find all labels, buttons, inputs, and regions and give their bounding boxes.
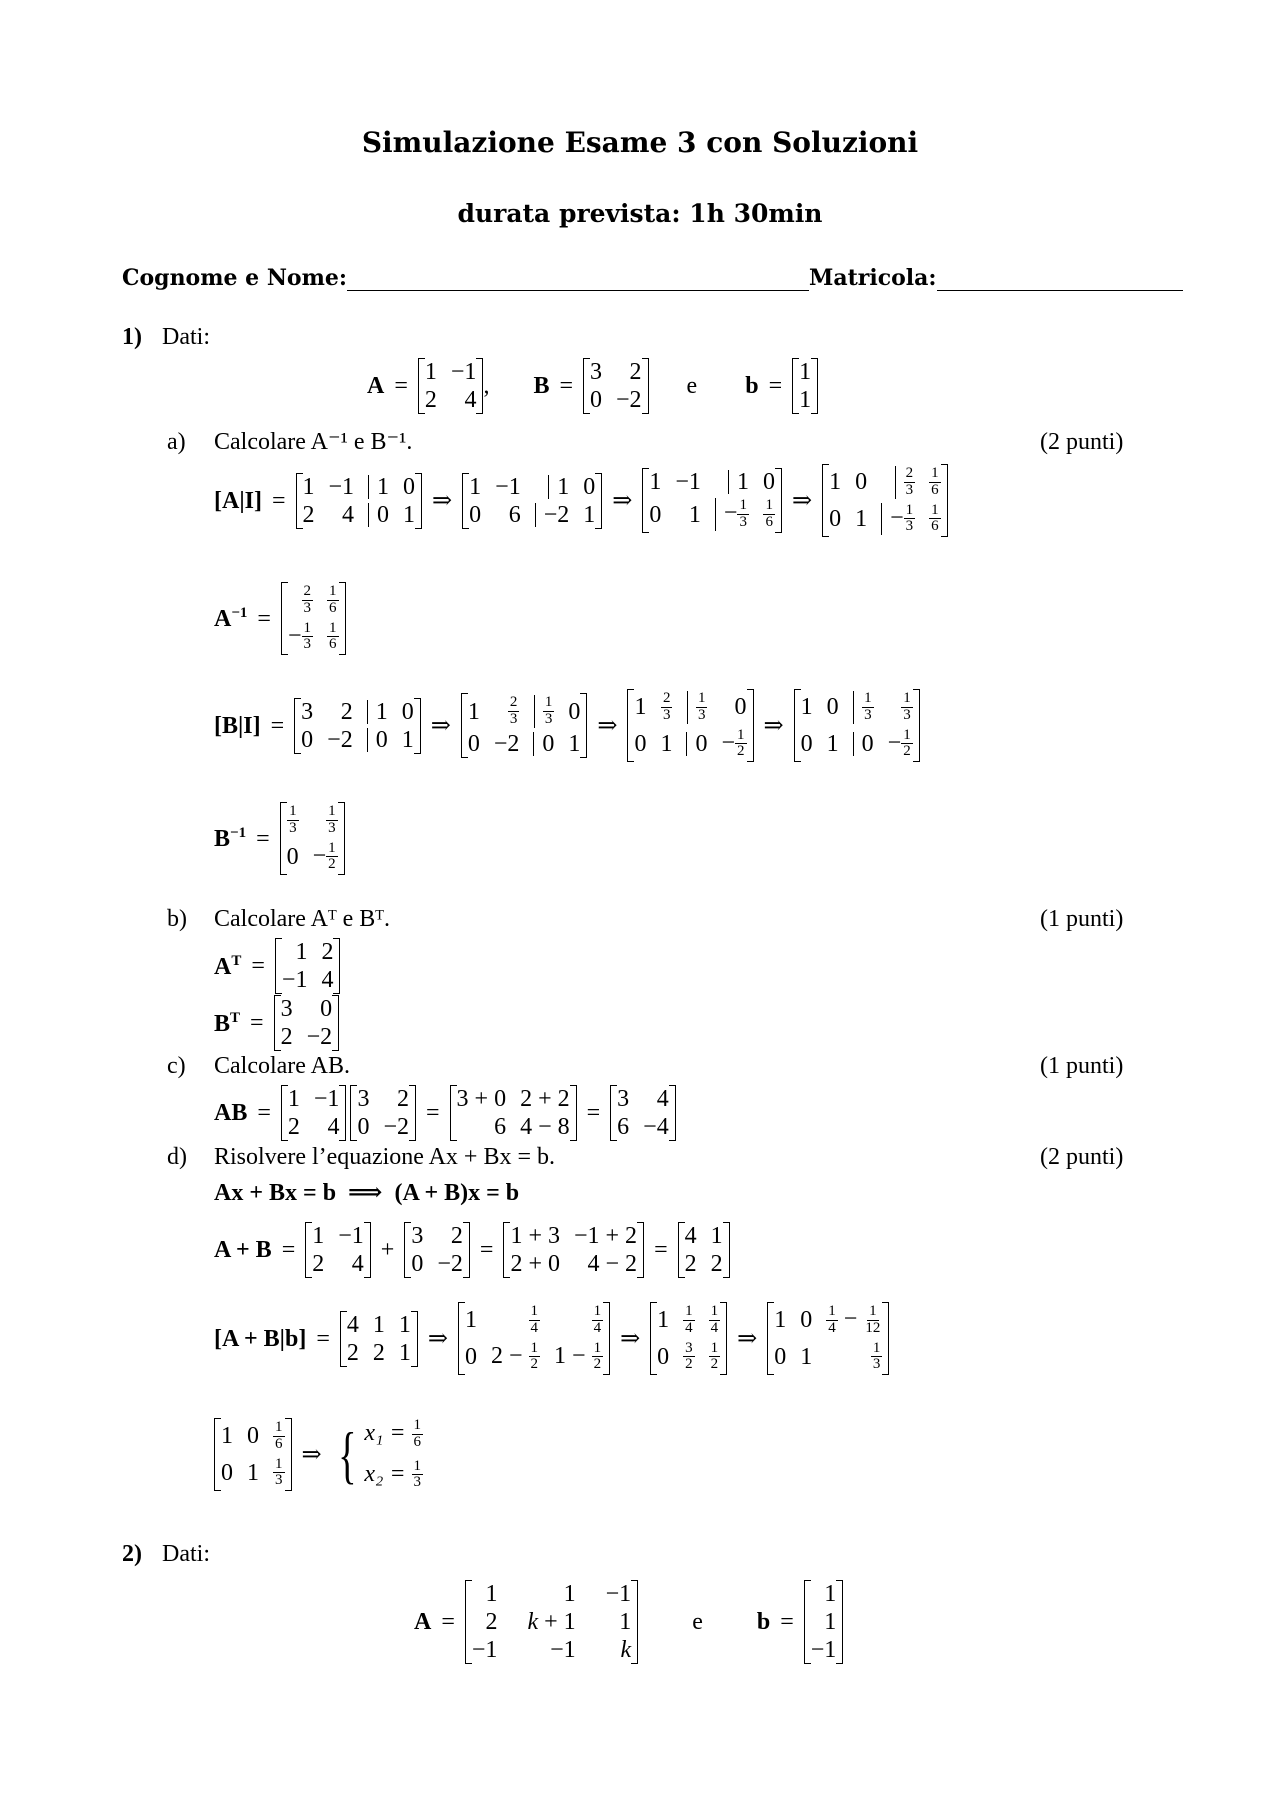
name-label: Cognome e Nome: <box>122 265 348 291</box>
id-label: Matricola: <box>809 265 937 291</box>
q1d-solution: 1 0 $\frac{1}{6}$ 0 1 $\frac{1}{3}$ ⇒ { x₁ = $\frac{1}{6}$ x₂ = $\frac{1}{3}$ <box>214 1418 423 1491</box>
q1-dati: Dati: <box>162 324 210 350</box>
q1-header <box>122 325 210 349</box>
ai-reduction: [A|I] = 1 −1 1 0 2 4 0 1 ⇒ 1 −1 1 0 0 6 −2 1 ⇒ 1 −1 1 0 0 1 − $\frac{1}{3}$ $\frac{1}{6}$ ⇒ 1 0 $\frac{2}{3}$ $\frac{1}{6}$ 0 1 − $\frac{1}{3}$ $\frac{1}{6}$ <box>214 464 948 537</box>
b-inverse: $B^{-1}$ = $\frac{1}{3}$ $\frac{1}{3}$ 0 − $\frac{1}{2}$ <box>214 802 345 875</box>
x1-label: x₁ = <box>364 1419 412 1446</box>
q1d-points: (2 punti) <box>1040 1144 1124 1170</box>
ab-product: AB = 1 −1 2 4 3 2 0 −2 = 3 + 0 2 + 2 6 4 − 8 = 3 4 6 −4 <box>214 1085 676 1141</box>
a-inverse: $A^{-1}$ = $\frac{2}{3}$ $\frac{1}{6}$ − $\frac{1}{3}$ $\frac{1}{6}$ <box>214 582 346 655</box>
q1a-text: Calcolare A⁻¹ e B⁻¹. <box>214 429 413 455</box>
q1a-label: a) <box>167 429 186 455</box>
q1d-text: Risolvere l’equazione Ax + Bx = b. <box>214 1144 556 1170</box>
q1a-points: (2 punti) <box>1040 429 1124 455</box>
q1b-text: Calcolare Aᵀ e Bᵀ. <box>214 906 391 932</box>
system-brace: { <box>337 1418 357 1490</box>
q2-header <box>122 1542 210 1566</box>
page-subtitle: durata prevista: 1h 30min <box>457 199 823 228</box>
q2-dati: Dati: <box>162 1541 210 1567</box>
q1c-label: c) <box>167 1053 186 1079</box>
q1-given: A = 1 −1 2 4 , B = 3 2 0 −2 e b = 1 1 <box>367 358 818 414</box>
q2-e: e <box>692 1609 703 1635</box>
q1d-step: Ax + Bx = b ⟹ (A + B)x = b <box>214 1180 520 1206</box>
x2-label: x₂ = <box>364 1460 412 1487</box>
q1-number: 1) <box>122 324 142 350</box>
q1b-points: (1 punti) <box>1040 906 1124 932</box>
a-transpose: $A^T$ = 1 2 −1 4 <box>214 938 340 994</box>
page-title: Simulazione Esame 3 con Soluzioni <box>361 126 919 159</box>
q1c-points: (1 punti) <box>1040 1053 1124 1079</box>
id-field[interactable] <box>937 266 1183 291</box>
q2-number: 2) <box>122 1541 142 1567</box>
a-plus-b: A + B = 1 −1 2 4 + 3 2 0 −2 = 1 + 3 −1 + 2 2 + 0 4 − 2 = 4 1 2 2 <box>214 1222 730 1278</box>
b-transpose: $B^T$ = 3 0 2 −2 <box>214 995 339 1051</box>
q1b-label: b) <box>167 906 187 932</box>
apb-reduction: [A + B|b] = 4 1 1 2 2 1 ⇒ 1 $\frac{1}{4}$ $\frac{1}{4}$ 0 2 − $\frac{1}{2}$ 1 − $\frac{1}{2}$ ⇒ 1 $\frac{1}{4}$ $\frac{1}{4}$ 0 $\frac{3}{2}$ $\frac{1}{2}$ ⇒ 1 0 $\frac{1}{4}$ − $\frac{1}{12}$ 0 1 $\frac{1}{3}$ <box>214 1302 889 1375</box>
bi-reduction: [B|I] = 3 2 1 0 0 −2 0 1 ⇒ 1 $\frac{2}{3}$ $\frac{1}{3}$ 0 0 −2 0 1 ⇒ 1 $\frac{2}{3}$ $\frac{1}{3}$ 0 0 1 0 − $\frac{1}{2}$ ⇒ 1 0 $\frac{1}{3}$ $\frac{1}{3}$ 0 1 0 − $\frac{1}{2}$ <box>214 689 920 762</box>
q1c-text: Calcolare AB. <box>214 1053 350 1079</box>
q1d-label: d) <box>167 1144 187 1170</box>
q1-e: e <box>686 373 698 399</box>
q2-given: A = 1 1 −1 2 k + 1 1 −1 −1 k e b = 1 1 −1 <box>414 1580 843 1664</box>
student-info-line <box>122 265 1183 291</box>
name-field[interactable] <box>347 266 809 291</box>
